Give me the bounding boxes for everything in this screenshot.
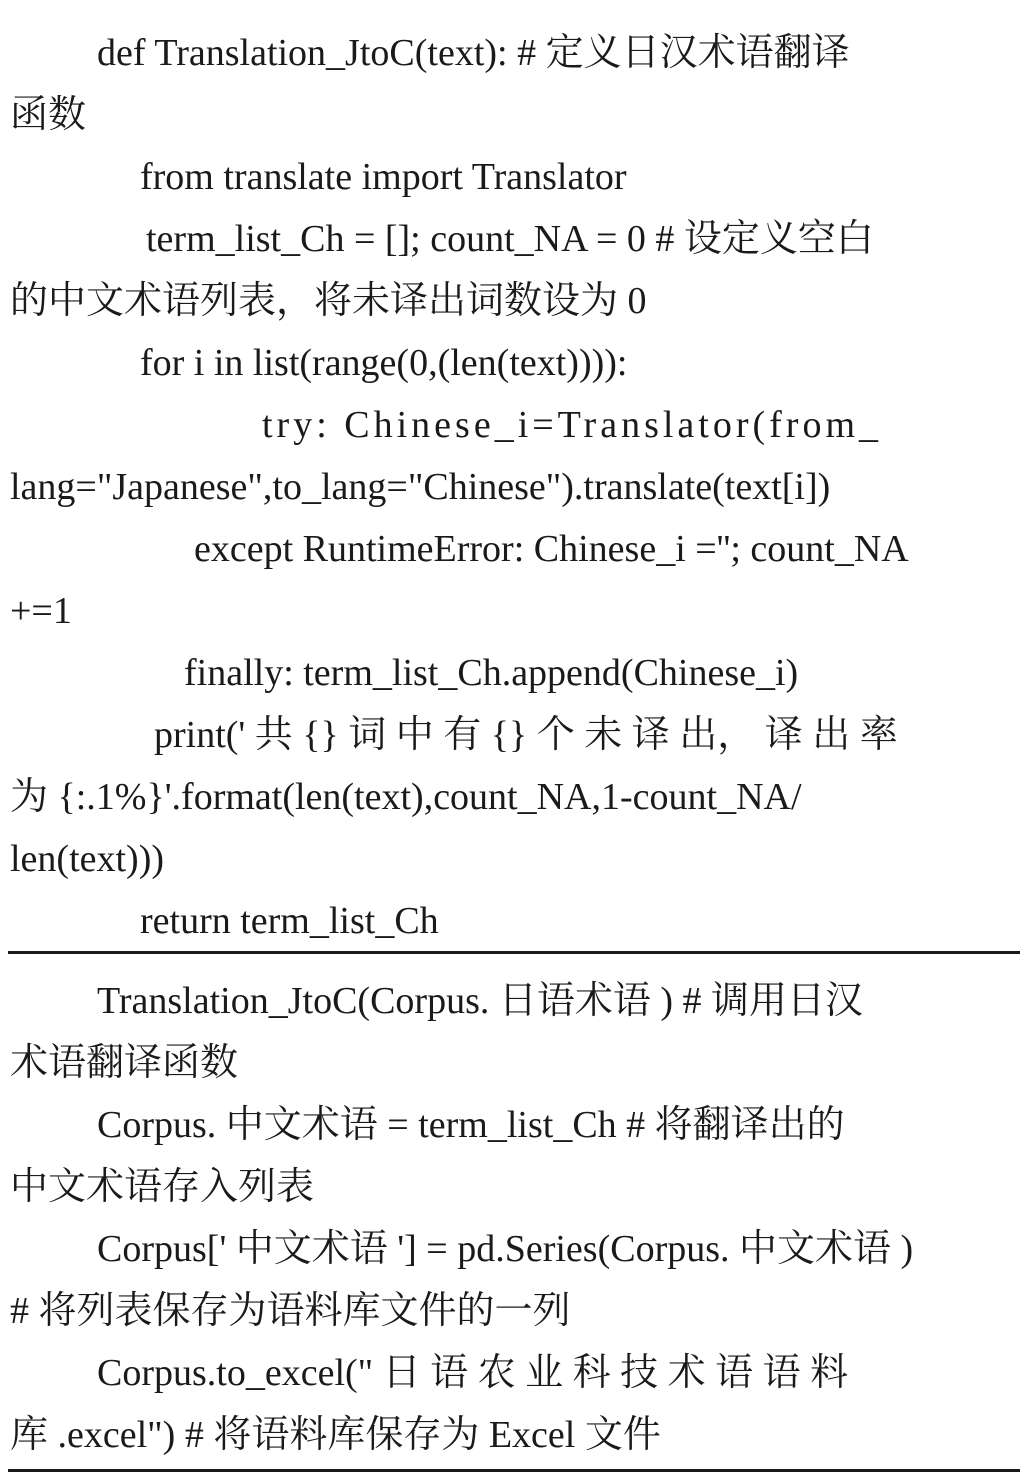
code-line-init-wrap: 的中文术语列表，将未译出词数设为 0 xyxy=(10,280,647,322)
code-line-for: for i in list(range(0,(len(text)))): xyxy=(140,342,628,384)
code-line-except: except RuntimeError: Chinese_i =''; count_NA xyxy=(194,528,909,570)
code-line-return: return term_list_Ch xyxy=(140,900,439,942)
code-line-init: term_list_Ch = []; count_NA = 0 # 设定义空白 xyxy=(146,218,874,260)
code-line-print: print(' 共 {} 词 中 有 {} 个 未 译 出， 译 出 率 xyxy=(154,714,898,756)
code-line-finally: finally: term_list_Ch.append(Chinese_i) xyxy=(184,652,799,694)
code-line-try: try: Chinese_i=Translator(from_ xyxy=(262,404,883,446)
code-line-print-wrap-2: len(text))) xyxy=(10,838,165,880)
code-line-call-wrap: 术语翻译函数 xyxy=(10,1042,239,1084)
code-line-def: def Translation_JtoC(text): # 定义日汉术语翻译 xyxy=(97,32,850,74)
code-line-import: from translate import Translator xyxy=(140,156,627,198)
code-line-try-wrap: lang="Japanese",to_lang="Chinese").translate(text[i]) xyxy=(10,466,831,508)
code-line-call: Translation_JtoC(Corpus. 日语术语 ) # 调用日汉 xyxy=(97,980,864,1022)
code-line-assign-wrap: 中文术语存入列表 xyxy=(10,1166,315,1208)
section-divider-1 xyxy=(8,951,1020,954)
code-line-def-wrap: 函数 xyxy=(10,94,87,136)
code-line-excel: Corpus.to_excel(" 日 语 农 业 科 技 术 语 语 料 xyxy=(97,1352,849,1394)
code-line-except-wrap: +=1 xyxy=(10,590,72,632)
code-line-series-wrap: # 将列表保存为语料库文件的一列 xyxy=(10,1290,571,1332)
code-line-series: Corpus[' 中文术语 '] = pd.Series(Corpus. 中文术语 ) xyxy=(97,1228,914,1270)
code-line-print-wrap: 为 {:.1%}'.format(len(text),count_NA,1-count_NA/ xyxy=(10,776,802,818)
code-line-assign: Corpus. 中文术语 = term_list_Ch # 将翻译出的 xyxy=(97,1104,845,1146)
code-line-excel-wrap: 库 .excel") # 将语料库保存为 Excel 文件 xyxy=(10,1414,661,1456)
section-divider-2 xyxy=(8,1469,1020,1472)
